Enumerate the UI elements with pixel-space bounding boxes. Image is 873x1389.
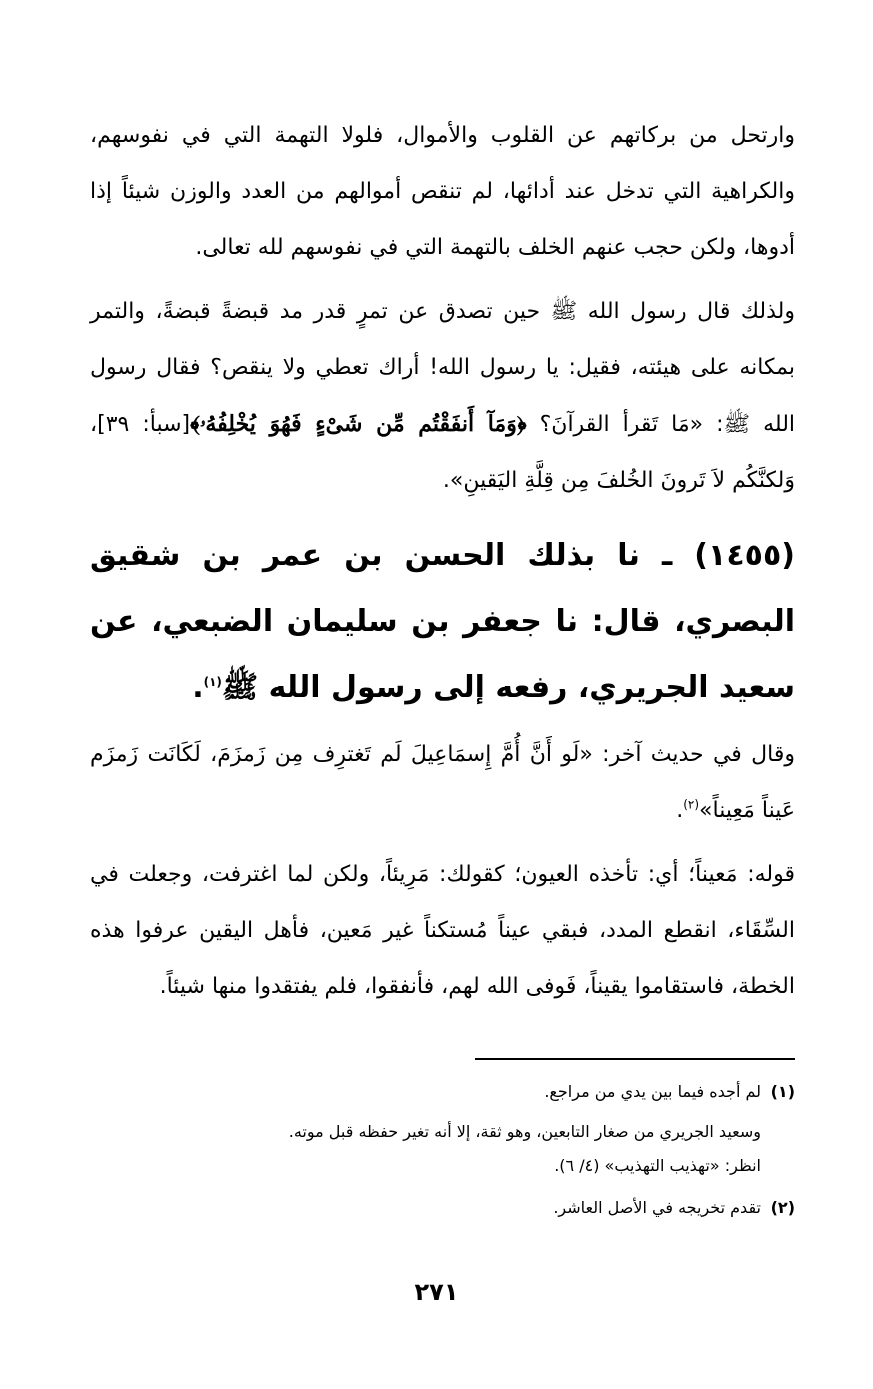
footnote-ref-2: (٢): [683, 797, 700, 812]
paragraph-4: قوله: مَعيناً؛ أي: تأخذه العيون؛ كقولك: مَرِيئاً، ولكن لما اغترفت، وجعلت في السِّقَاء، انقطع المدد، فبقي عيناً مُستكناً غير مَعين، فأهل اليقين عرفوا هذه الخطة، فاستقاموا يقيناً، فَوفى الله لهم، فأنفقوا، فلم يفتقدوا منها شيئاً.: [90, 862, 795, 999]
footnote-2-number: (٢): [770, 1198, 795, 1217]
footnote-1-text: لم أجده فيما بين يدي من مراجع.: [544, 1082, 761, 1101]
footnote-1: [90, 1075, 795, 1109]
paragraph-3: [90, 727, 795, 839]
footnotes: [90, 1075, 795, 1225]
footnote-divider: [475, 1058, 795, 1060]
paragraph-2-text-a: ولذلك قال رسول الله ﷺ حين تصدق عن تمرٍ قدر مد قبضةً قبضةً، والتمر بمكانه على هيئته، فقيل: يا رسول الله! أراك تعطي ولا ينقص؟ فقال رسول الله ﷺ: «مَا تَقرأ القرآنَ؟: [90, 299, 796, 437]
footnote-1-source: انظر: «تهذيب التهذيب» (٤/ ٦).: [554, 1156, 761, 1175]
hadith-end: .: [192, 670, 204, 705]
paragraph-2-text-b: [سبأ: ٣٩]، وَلكنَّكُم لاَ تَرونَ الخُلفَ مِن قِلَّةِ اليَقينِ».: [90, 412, 795, 493]
hadith-chain: [90, 523, 795, 721]
paragraph-3-end: .: [676, 798, 684, 823]
page-number: ٢٧١: [414, 1278, 459, 1306]
quran-verse: ﴿وَمَآ أَنفَقْتُم مِّن شَىْءٍ فَهُوَ يُخْلِفُهُۥ﴾: [190, 411, 527, 437]
footnote-1-detail: وسعيد الجريري من صغار التابعين، وهو ثقة، إلا أنه تغير حفظه قبل موته.: [288, 1122, 761, 1141]
footnote-ref-1: (١): [203, 675, 222, 689]
footnote-2: [90, 1191, 795, 1225]
hadith-text: (١٤٥٥) ـ نا بذلك الحسن بن عمر بن شقيق البصري، قال: نا جعفر بن سليمان الضبعي، عن سعيد الجريري، رفعه إلى رسول الله ﷺ: [90, 538, 795, 705]
footnote-1-number: (١): [770, 1082, 795, 1101]
paragraph-2: [90, 284, 795, 509]
paragraph-3-text: وقال في حديث آخر: «لَو أَنَّ أُمَّ إِسمَاعِيلَ لَم تَغترِف مِن زَمزَمَ، لَكَانَت زَمزَم عَيناً مَعِيناً»: [90, 742, 795, 823]
footnote-2-text: تقدم تخريجه في الأصل العاشر.: [553, 1198, 761, 1217]
paragraph-1: وارتحل من بركاتهم عن القلوب والأموال، فلولا التهمة التي في نفوسهم، والكراهية التي تدخل عند أدائها، لم تنقص أموالهم من العدد والوزن شيئاً إذا أدوها، ولكن حجب عنهم الخلف بالتهمة التي في نفوسهم لله تعالى.: [90, 123, 795, 260]
